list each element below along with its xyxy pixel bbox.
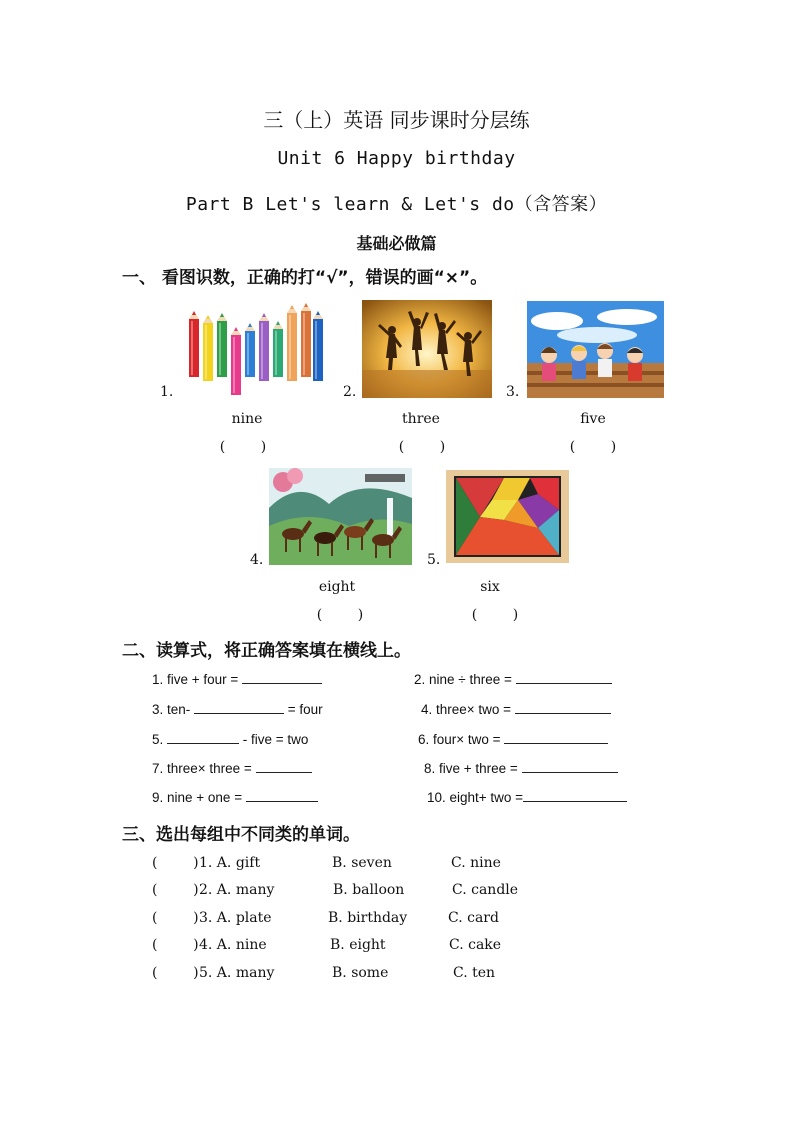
section1-heading: 一、 看图识数，正确的打“√”，错误的画“×”。 (122, 268, 488, 288)
pencil-shine (205, 325, 207, 379)
choice-option-c-4: C. cake (449, 937, 502, 953)
choice-option-b-1: B. seven (332, 855, 392, 871)
choice-answer-5[interactable]: ( ) (152, 965, 199, 981)
choice-option-b-3: B. birthday (328, 910, 408, 926)
equation-3: 3. ten- = four (152, 702, 323, 717)
item1-number: 1. (160, 384, 174, 400)
item4-answer[interactable]: ( ) (316, 607, 364, 623)
equation-8: 8. five + three = (424, 760, 618, 776)
item2-word: three (402, 411, 440, 427)
answer-blank-6[interactable] (504, 731, 608, 744)
item3-number: 3. (506, 384, 520, 400)
pencil-shine (315, 321, 317, 379)
choice-option-b-4: B. eight (330, 937, 386, 953)
pencil-lead (276, 321, 280, 325)
item2-answer[interactable]: ( ) (398, 439, 446, 455)
pencil-shine (261, 323, 263, 379)
item5-word: six (480, 579, 500, 595)
answer-blank-2[interactable] (516, 671, 612, 684)
item3-word: five (580, 411, 606, 427)
tangram-image (446, 470, 569, 563)
equation-7: 7. three× three = (152, 760, 312, 776)
pencil-lead (262, 313, 266, 317)
part-title: Part B Let's learn & Let's do（含答案） (185, 194, 608, 215)
answer-blank-3[interactable] (194, 701, 284, 714)
pencil-shine (275, 331, 277, 375)
pencil-lead (316, 311, 320, 315)
equation-10: 10. eight+ two = (427, 789, 627, 805)
unit-title: Unit 6 Happy birthday (277, 148, 516, 169)
choice-answer-4[interactable]: ( ) (152, 937, 199, 953)
item5-answer[interactable]: ( ) (471, 607, 519, 623)
answer-blank-8[interactable] (522, 760, 618, 773)
horses-image (269, 468, 412, 565)
pencil-lead (234, 327, 238, 331)
page-title: 三（上）英语 同步课时分层练 (263, 108, 530, 132)
pencil-shine (303, 313, 305, 375)
choice-option-a-3: 3. A. plate (199, 910, 272, 926)
choice-option-a-5: 5. A. many (199, 965, 275, 981)
pencil-body (273, 329, 283, 377)
equation-4: 4. three× two = (421, 701, 611, 717)
level-title: 基础必做篇 (356, 234, 437, 253)
pencil-body (245, 331, 255, 377)
choice-answer-2[interactable]: ( ) (152, 882, 199, 898)
pencil-body (287, 313, 297, 381)
section3-heading: 三、选出每组中不同类的单词。 (122, 825, 360, 845)
pencil-shine (233, 337, 235, 393)
choice-answer-3[interactable]: ( ) (152, 910, 199, 926)
pencil-lead (290, 305, 294, 309)
equation-5: 5. - five = two (152, 732, 309, 747)
pencil-body (231, 335, 241, 395)
equation-1: 1. five + four = (152, 671, 322, 687)
pencil-shine (289, 315, 291, 379)
item1-word: nine (231, 411, 263, 427)
equation-2: 2. nine ÷ three = (414, 671, 612, 687)
pencil-lead (304, 303, 308, 307)
pencil-body (217, 321, 227, 377)
answer-blank-10[interactable] (523, 789, 627, 802)
choice-option-a-2: 2. A. many (199, 882, 275, 898)
pencil-shine (191, 321, 193, 375)
equation-6: 6. four× two = (418, 731, 608, 747)
pencil-body (189, 319, 199, 377)
pencil-body (313, 319, 323, 381)
pencil-body (301, 311, 311, 377)
pencil-shine (247, 333, 249, 375)
answer-blank-7[interactable] (256, 760, 312, 773)
choice-option-c-1: C. nine (451, 855, 501, 871)
pencils-image (183, 301, 323, 399)
item5-number: 5. (427, 552, 441, 568)
item1-answer[interactable]: ( ) (219, 439, 267, 455)
cartoon-kids-image (527, 301, 664, 398)
item3-answer[interactable]: ( ) (569, 439, 617, 455)
choice-option-b-2: B. balloon (333, 882, 405, 898)
section2-heading: 二、读算式，将正确答案填在横线上。 (122, 641, 411, 661)
answer-blank-5[interactable] (167, 731, 239, 744)
pencil-lead (192, 311, 196, 315)
choice-option-a-4: 4. A. nine (199, 937, 267, 953)
pencil-lead (220, 313, 224, 317)
answer-blank-4[interactable] (515, 701, 611, 714)
jumping-people-image (362, 300, 492, 398)
choice-option-c-5: C. ten (453, 965, 496, 981)
answer-blank-1[interactable] (242, 671, 322, 684)
choice-option-c-2: C. candle (452, 882, 519, 898)
choice-option-b-5: B. some (332, 965, 389, 981)
pencil-lead (248, 323, 252, 327)
answer-blank-9[interactable] (246, 789, 318, 802)
choice-option-a-1: 1. A. gift (199, 855, 261, 871)
choice-option-c-3: C. card (448, 910, 499, 926)
pencil-shine (219, 323, 221, 375)
pencil-lead (206, 315, 210, 319)
equation-9: 9. nine + one = (152, 789, 318, 805)
pencil-body (203, 323, 213, 381)
item2-number: 2. (343, 384, 357, 400)
item4-number: 4. (250, 552, 264, 568)
choice-answer-1[interactable]: ( ) (152, 855, 199, 871)
pencil-body (259, 321, 269, 381)
item4-word: eight (318, 579, 356, 595)
